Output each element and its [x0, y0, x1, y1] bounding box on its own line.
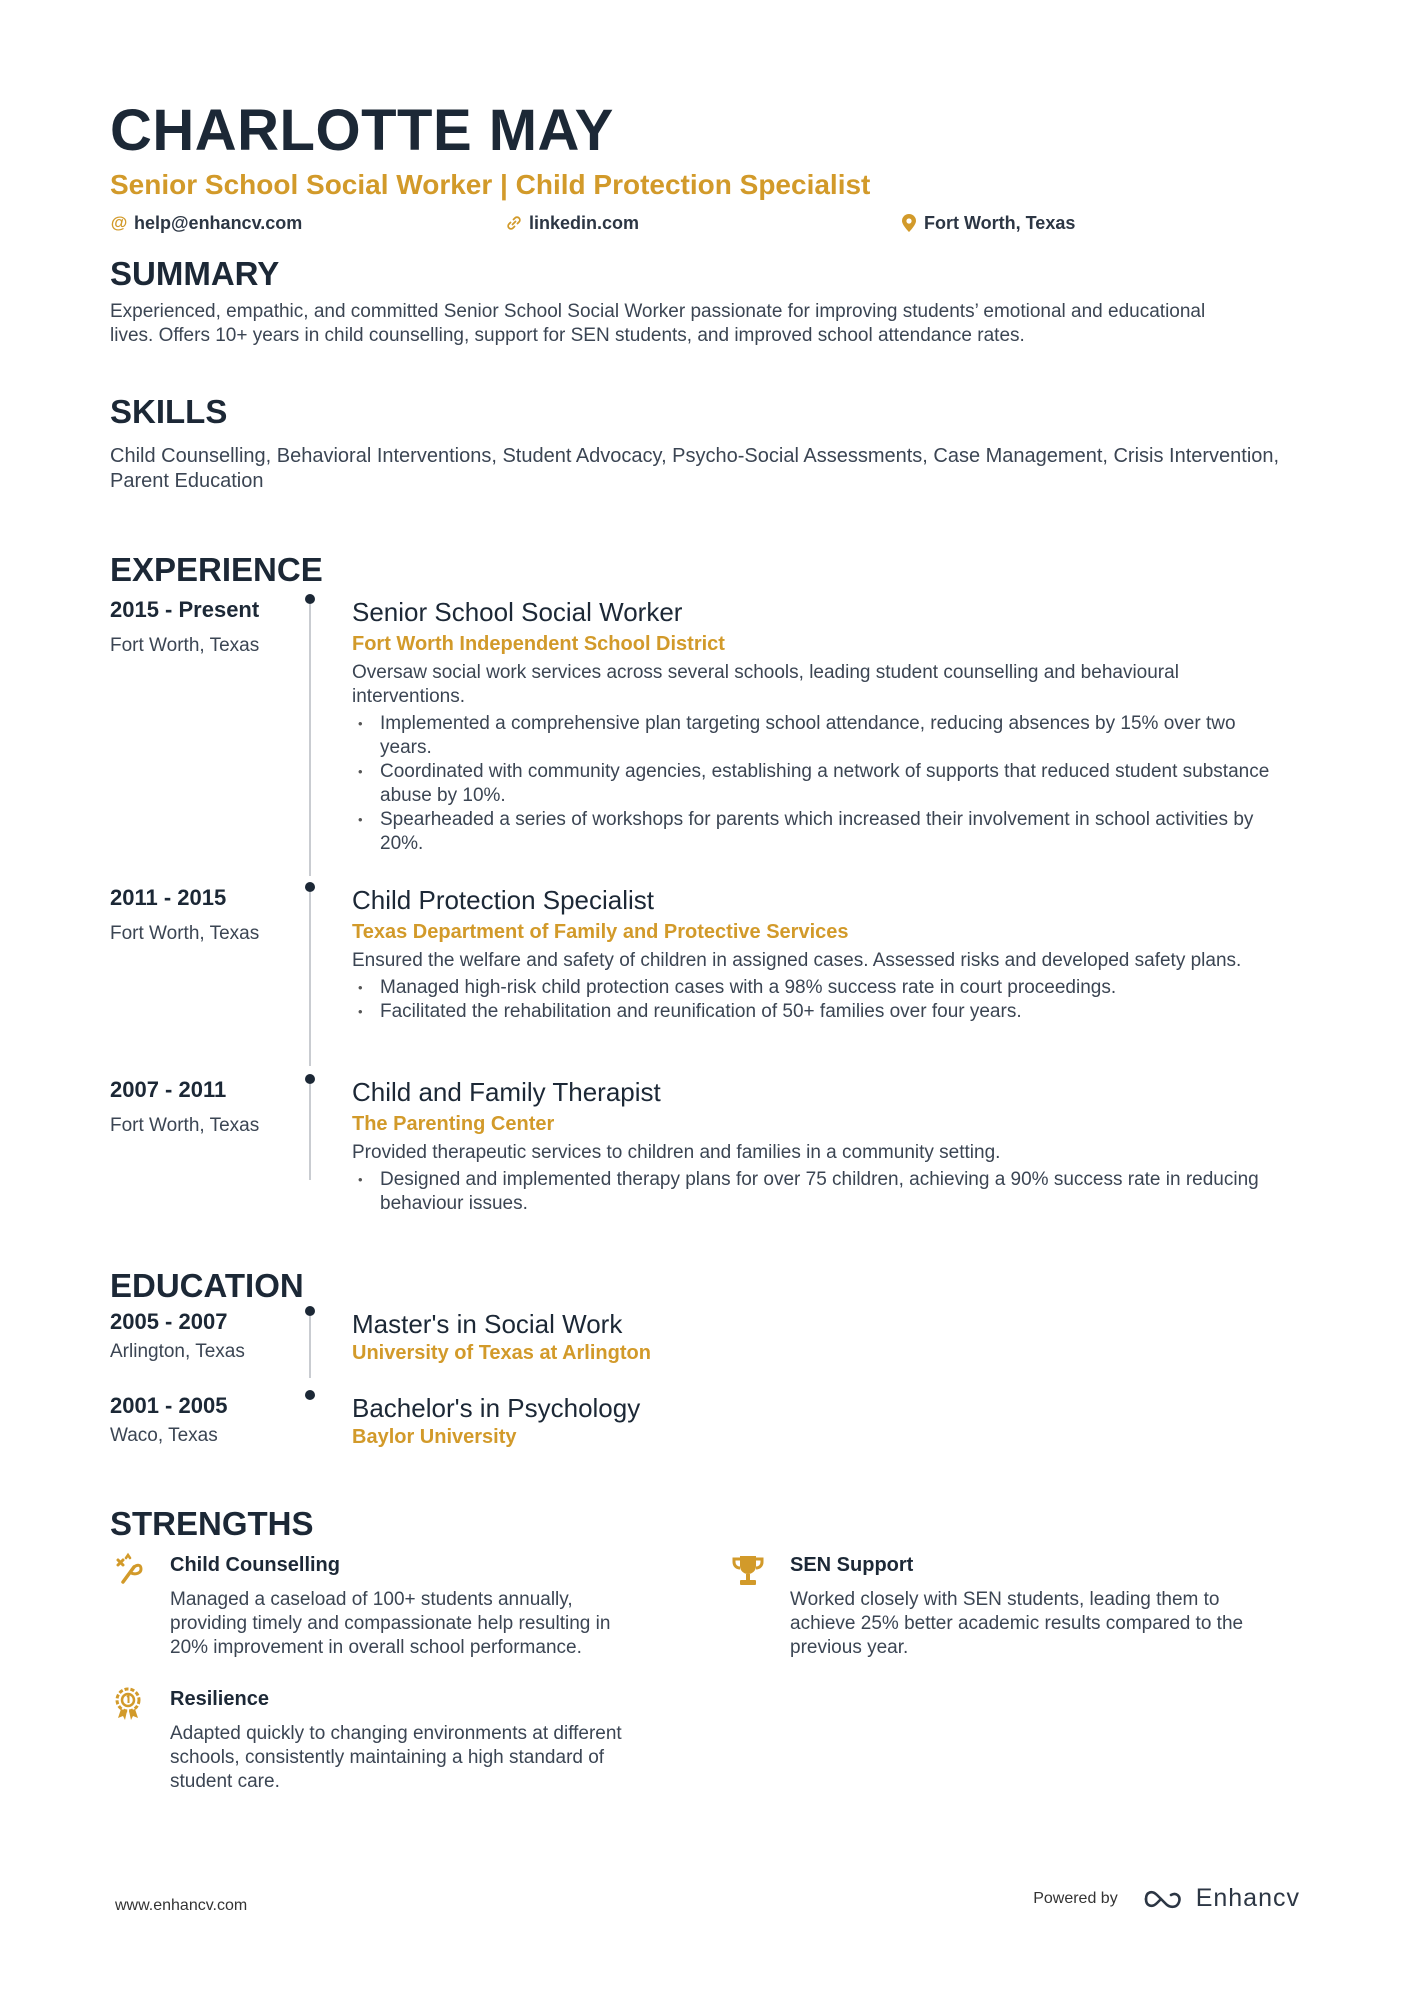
- achievement-bullet: • Designed and implemented therapy plans for over 75 children, achieving a 90% success rate in reducing behaviour issues.: [352, 1168, 1282, 1216]
- company-name: Texas Department of Family and Protective Services: [352, 921, 849, 943]
- medal-icon: [110, 1686, 146, 1722]
- at-icon: @: [110, 213, 128, 232]
- strengths-title: STRENGTHS: [110, 1505, 314, 1542]
- enhancv-logo[interactable]: [1142, 1884, 1300, 1913]
- experience-details: [352, 884, 1282, 1024]
- strength-description: Adapted quickly to changing environments at different schools, consistently maintaining a high standard of student care.: [170, 1723, 622, 1792]
- experience-location: Fort Worth, Texas: [110, 1115, 260, 1136]
- email-text: help@enhancv.com: [134, 212, 303, 233]
- skills-title: SKILLS: [110, 393, 228, 430]
- magic-wand-icon: [110, 1552, 146, 1588]
- experience-item: [110, 884, 1300, 1066]
- education-details: [352, 1392, 1282, 1450]
- education-location: Waco, Texas: [110, 1425, 218, 1446]
- experience-details: [352, 596, 1282, 856]
- job-description: Oversaw social work services across several schools, leading student counselling and behavioural interventions.: [352, 662, 1179, 707]
- experience-item: [110, 1076, 1300, 1216]
- strength-title: SEN Support: [790, 1554, 914, 1576]
- experience-meta: [110, 1076, 310, 1138]
- strength-title: Child Counselling: [170, 1554, 340, 1576]
- skills-section: [110, 392, 1300, 494]
- timeline-dot: [305, 1074, 315, 1084]
- brand-name: Enhancv: [1195, 1884, 1300, 1912]
- experience-meta: [110, 884, 310, 946]
- powered-by-label: Powered by: [1033, 1889, 1118, 1907]
- strength-description: Worked closely with SEN students, leading them to achieve 25% better academic results compared to the previous year.: [790, 1589, 1244, 1658]
- job-title: Child Protection Specialist: [352, 885, 655, 915]
- location-text: Fort Worth, Texas: [924, 212, 1076, 233]
- strengths-section: [110, 1504, 1300, 1804]
- school-name: Baylor University: [352, 1426, 517, 1448]
- trophy-icon: [730, 1552, 766, 1588]
- linkedin-text: linkedin.com: [529, 212, 640, 233]
- education-item: [110, 1392, 1300, 1462]
- contact-row: [110, 210, 1300, 236]
- job-title: Child and Family Therapist: [352, 1077, 661, 1107]
- experience-location: Fort Worth, Texas: [110, 635, 260, 656]
- education-dates: 2001 - 2005: [110, 1393, 228, 1418]
- achievement-bullet: • Implemented a comprehensive plan targeting school attendance, reducing absences by 15% over two years.: [352, 712, 1282, 760]
- strength-title: Resilience: [170, 1688, 269, 1710]
- job-description: Ensured the welfare and safety of children in assigned cases. Assessed risks and developed safety plans.: [352, 950, 1242, 971]
- education-details: [352, 1308, 1282, 1366]
- achievement-bullet: • Facilitated the rehabilitation and reunification of 50+ families over four years.: [352, 1000, 1282, 1024]
- summary-title: SUMMARY: [110, 255, 280, 292]
- company-name: The Parenting Center: [352, 1113, 555, 1135]
- timeline-dot: [305, 882, 315, 892]
- infinity-logo-icon: [1142, 1886, 1190, 1912]
- timeline-line: [309, 892, 311, 1066]
- timeline-dot: [305, 594, 315, 604]
- experience-section: [110, 550, 1300, 1214]
- location-pin-icon: [900, 214, 918, 232]
- summary-text: Experienced, empathic, and committed Senior School Social Worker passionate for improving students’ emotional and educational lives. Offers 10+ years in child counselling, support for SEN students, and improved school attendance rates.: [110, 301, 1206, 346]
- contact-location: [900, 213, 1295, 234]
- timeline-line: [309, 1316, 311, 1378]
- timeline-line: [309, 1084, 311, 1180]
- achievement-bullet: • Coordinated with community agencies, establishing a network of supports that reduced student substance abuse by 10%.: [352, 760, 1282, 808]
- strength-description: Managed a caseload of 100+ students annually, providing timely and compassionate help resulting in 20% improvement in overall school performance.: [170, 1589, 611, 1658]
- achievement-list: [352, 712, 1282, 856]
- school-name: University of Texas at Arlington: [352, 1342, 651, 1364]
- experience-details: [352, 1076, 1282, 1216]
- achievement-list: [352, 976, 1282, 1024]
- timeline-dot: [305, 1306, 315, 1316]
- footer-branding: [1033, 1884, 1300, 1913]
- education-meta: [110, 1308, 310, 1364]
- experience-dates: 2015 - Present: [110, 597, 260, 622]
- header: [110, 96, 1300, 236]
- experience-item: [110, 596, 1300, 876]
- experience-location: Fort Worth, Texas: [110, 923, 260, 944]
- achievement-bullet: • Spearheaded a series of workshops for parents which increased their involvement in school activities by 20%.: [352, 808, 1282, 856]
- experience-dates: 2011 - 2015: [110, 885, 227, 910]
- education-dates: 2005 - 2007: [110, 1309, 228, 1334]
- contact-linkedin[interactable]: [505, 213, 900, 234]
- candidate-name: CHARLOTTE MAY: [110, 98, 614, 163]
- strength-item: [730, 1552, 1250, 1662]
- experience-title: EXPERIENCE: [110, 551, 323, 588]
- link-icon: [505, 215, 523, 231]
- job-description: Provided therapeutic services to children and families in a community setting.: [352, 1142, 1001, 1163]
- degree-title: Master's in Social Work: [352, 1309, 623, 1339]
- experience-dates: 2007 - 2011: [110, 1077, 227, 1102]
- job-title: Senior School Social Worker: [352, 597, 683, 627]
- experience-meta: [110, 596, 310, 658]
- education-section: [110, 1266, 1300, 1448]
- summary-section: [110, 254, 1300, 348]
- education-title: EDUCATION: [110, 1267, 304, 1304]
- achievement-list: [352, 1168, 1282, 1216]
- education-meta: [110, 1392, 310, 1448]
- strength-item: [110, 1552, 630, 1662]
- footer-website[interactable]: www.enhancv.com: [115, 1897, 248, 1914]
- headline: Senior School Social Worker | Child Protection Specialist: [110, 169, 871, 200]
- timeline-line: [309, 604, 311, 876]
- degree-title: Bachelor's in Psychology: [352, 1393, 641, 1423]
- strength-item: [110, 1686, 630, 1796]
- achievement-bullet: • Managed high-risk child protection cases with a 98% success rate in court proceedings.: [352, 976, 1282, 1000]
- company-name: Fort Worth Independent School District: [352, 633, 725, 655]
- education-location: Arlington, Texas: [110, 1341, 245, 1362]
- education-item: [110, 1308, 1300, 1386]
- contact-email[interactable]: [110, 213, 505, 234]
- timeline-dot: [305, 1390, 315, 1400]
- skills-text: Child Counselling, Behavioral Interventions, Student Advocacy, Psycho-Social Assessments, Case Management, Crisis Intervention, Parent Education: [110, 445, 1280, 492]
